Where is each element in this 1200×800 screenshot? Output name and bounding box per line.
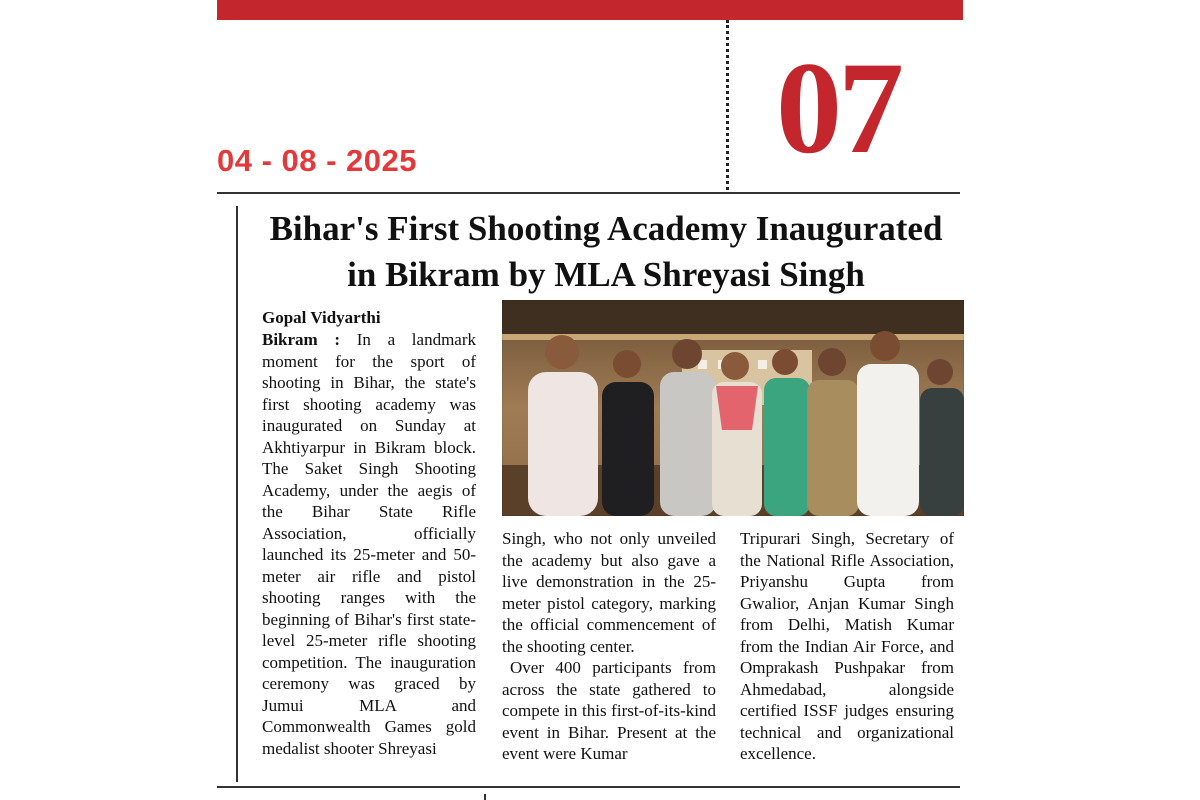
dateline: Bikram :: [262, 330, 341, 349]
column-1-text: In a landmark moment for the sport of shooting in Bihar, the state's first shooting academy was inaugurated on Sunday at Akhtiyarpur in Bikram block. The Saket Singh Shooting Academy, under the aegis of the Bihar State Rifle Association, officially launched its 25-meter and 50-meter air rifle and pistol shooting ranges with the beginning of Bihar's first state-level 25-meter rifle shooting competition. The inauguration ceremony was graced by Jumui MLA and Commonwealth Games gold medalist shooter Shreyasi: [262, 330, 477, 758]
column-2-paragraph-1: Singh, who not only unveiled the academy but also gave a live demonstration in the 25-meter pistol category, marking the official commencement of the shooting center.: [502, 529, 716, 656]
byline: Gopal Vidyarthi: [262, 308, 381, 327]
headline-line-2: in Bikram by MLA Shreyasi Singh: [347, 255, 865, 294]
article-headline: [246, 206, 966, 298]
publication-date: 04 - 08 - 2025: [217, 143, 418, 178]
dotted-divider: [726, 20, 729, 190]
column-3-text: Tripurari Singh, Secretary of the National Rifle Association, Priyanshu Gupta from Gwalior, Anjan Kumar Singh from Delhi, Matish Kumar from the Indian Air Force, and Omprakash Pushpakar from Ahmedabad, alongside certified ISSF judges ensuring technical and organizational excellence.: [740, 529, 954, 763]
left-column-rule: [236, 206, 238, 782]
page-number: 07: [776, 34, 900, 181]
headline-line-1: Bihar's First Shooting Academy Inaugurated: [269, 209, 943, 248]
article-column-1: [262, 329, 476, 759]
article-photo: [502, 300, 964, 516]
header-rule: [217, 192, 960, 194]
top-accent-bar: [217, 0, 963, 20]
column-2-paragraph-2: Over 400 participants from across the state gathered to compete in this first-of-its-kind event in Bihar. Present at the event were Kumar: [502, 658, 716, 763]
footer-rule: [217, 786, 960, 788]
footer-tick: [484, 794, 486, 800]
article-column-3: [740, 528, 954, 765]
article-column-2: [502, 528, 716, 765]
